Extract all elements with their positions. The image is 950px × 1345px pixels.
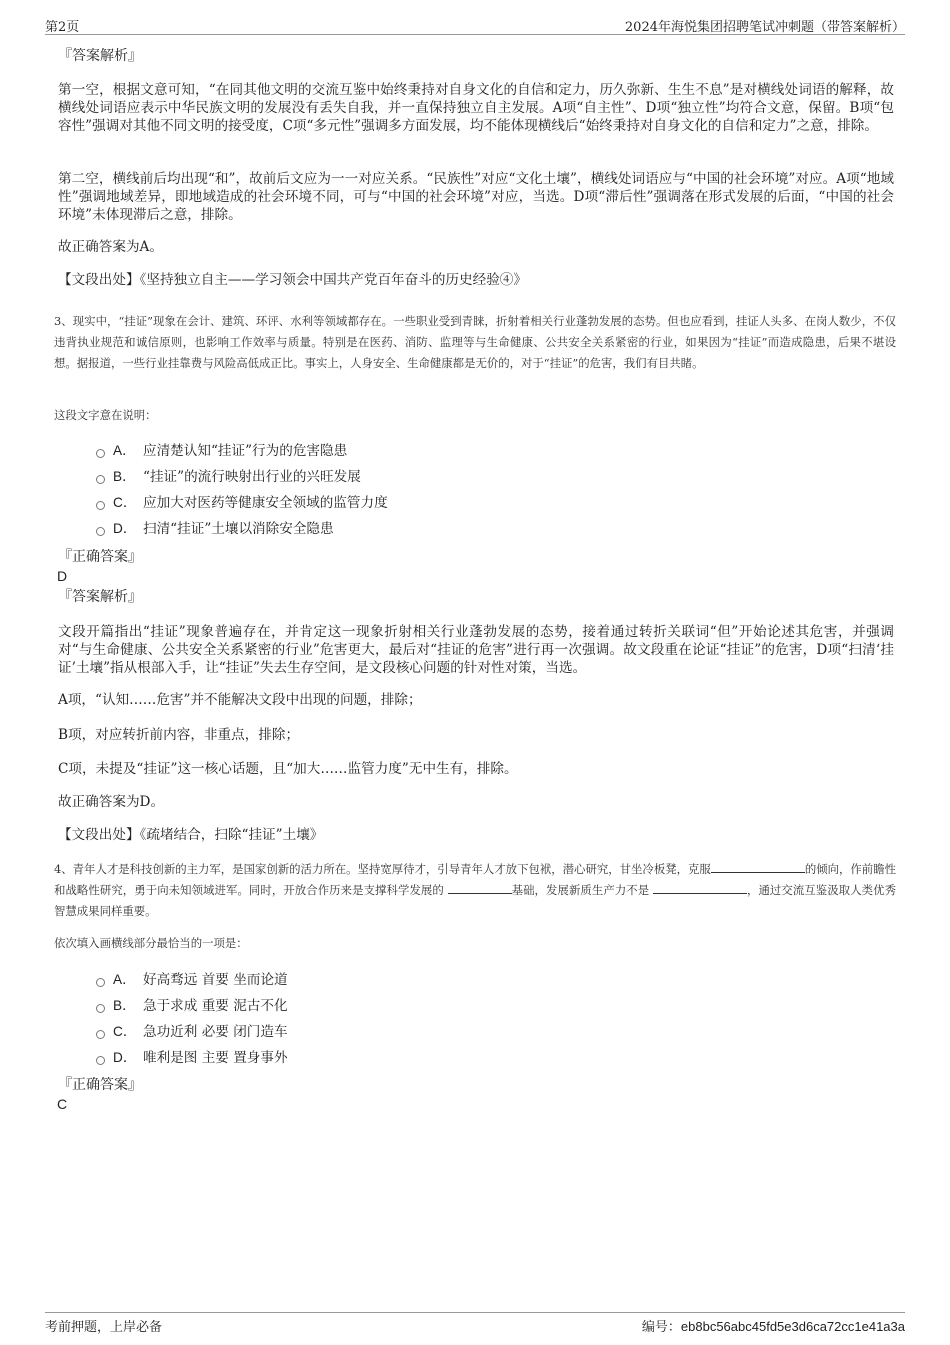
q4-prompt: 依次填入画横线部分最恰当的一项是： (54, 936, 248, 950)
option-letter: B． (113, 469, 136, 484)
q3-prompt: 这段文字意在说明： (54, 408, 157, 422)
q4-text-part-1: 4、青年人才是科技创新的主力军，是国家创新的活力所在。坚持宽厚待才，引导青年人才放下包袱，潜心研究，甘坐冷板凳，克服 (54, 862, 711, 876)
option-text: 扫清“挂证”土壤以消除安全隐患 (143, 521, 334, 537)
radio-icon[interactable] (96, 475, 105, 484)
radio-icon[interactable] (96, 978, 105, 987)
q4-answer-label: 『正确答案』 (58, 1077, 142, 1093)
option-letter: A． (113, 443, 136, 458)
q3-analysis-option-b: B项，对应转折前内容，非重点，排除； (58, 727, 300, 743)
footer-slogan: 考前押题，上岸必备 (45, 1320, 163, 1335)
page-header (45, 14, 905, 35)
q3-analysis-option-a: A项，“认知……危害”并不能解决文段中出现的问题，排除； (58, 692, 422, 708)
option-text: 好高骛远 首要 坐而论道 (143, 972, 288, 988)
q4-text-part-2: 的倾向，作前瞻性和战略性研究，勇于向未知领域进军。同时，开放合作历来是支撑科学发展的 (54, 862, 896, 897)
option-text: 应加大对医药等健康安全领域的监管力度 (143, 495, 388, 511)
q3-analysis-paragraph-1: 文段开篇指出“挂证”现象普遍存在，并肯定这一现象折射相关行业蓬勃发展的态势，接着通过转折关联词“但”开始论述其危害，并强调对“与生命健康、公共安全关系紧密的行业”危害更大，最后对“挂证的危害”进行再一次强调。故文段重在论证“挂证”的危害，D项“扫清‘挂证’土壤”指从根部入手，让“挂证”失去生存空间，是文段核心问题的针对性对策，当选。 (58, 624, 894, 676)
option-text: “挂证”的流行映射出行业的兴旺发展 (143, 469, 361, 485)
option-text: 唯利是图 主要 置身事外 (143, 1050, 288, 1066)
q4-blank-3 (653, 881, 747, 894)
document-code (642, 1316, 905, 1335)
q3-option-d[interactable] (96, 519, 334, 539)
q2-conclusion: 故正确答案为A。 (58, 239, 163, 255)
q3-analysis-option-c: C项，未提及“挂证”这一核心话题，且“加大……监管力度”无中生有，排除。 (58, 761, 518, 777)
option-letter: C． (113, 495, 137, 510)
option-text: 急功近利 必要 闭门造车 (143, 1024, 288, 1040)
q3-analysis-label: 『答案解析』 (58, 589, 142, 605)
option-letter: B． (113, 998, 136, 1013)
option-letter: D． (113, 521, 137, 536)
option-letter: D． (113, 1050, 137, 1065)
q2-source: 【文段出处】《坚持独立自主——学习领会中国共产党百年奋斗的历史经验④》 (58, 272, 527, 288)
q4-text-part-4: ，通过交流互鉴汲取人类优秀智慧成果同样重要。 (54, 883, 896, 918)
code-label: 编号： (641, 1320, 681, 1335)
q4-answer: C (57, 1096, 68, 1112)
q2-analysis-paragraph-2: 第二空，横线前后均出现“和”，故前后文应为一一对应关系。“民族性”对应“文化土壤”，横线处词语应与“中国的社会环境”对应。A项“地域性”强调地域差异，即地域造成的社会环境不同，可与“中国的社会环境”对应，当选。D项“滞后性”强调落在形式发展的后面，“中国的社会环境”未体现滞后之意，排除。 (58, 171, 894, 223)
radio-icon[interactable] (96, 501, 105, 510)
q3-option-b[interactable] (96, 467, 361, 487)
q3-source: 【文段出处】《疏堵结合，扫除“挂证”土壤》 (58, 827, 324, 843)
q2-analysis-paragraph-1: 第一空，根据文意可知，“在同其他文明的交流互鉴中始终秉持对自身文化的自信和定力，历久弥新、生生不息”是对横线处词语的解释，故横线处词语应表示中华民族文明的发展没有丢失自我，并一直保持独立自主发展。A项“自主性”、D项“独立性”均符合文意，保留。B项“包容性”强调对其他不同文明的接受度，C项“多元性”强调多方面发展，均不能体现横线后“始终秉持对自身文化的自信和定力”之意，排除。 (58, 82, 894, 134)
q3-conclusion: 故正确答案为D。 (58, 794, 165, 810)
document-title: 2024年海悦集团招聘笔试冲刺题（带答案解析） (624, 20, 905, 35)
q3-option-c[interactable] (96, 493, 388, 513)
q3-answer-label: 『正确答案』 (58, 549, 142, 565)
radio-icon[interactable] (96, 1056, 105, 1065)
option-text: 急于求成 重要 泥古不化 (143, 998, 288, 1014)
q3-question-text: 3、现实中，“挂证”现象在会计、建筑、环评、水利等领域都存在。一些职业受到青睐，折射着相关行业蓬勃发展的态势。但也应看到，挂证人头多、在岗人数少，不仅违背执业规范和诚信原则，也影响工作效率与质量。特别是在医药、消防、监理等与生命健康、公共安全关系紧密的行业，如果因为“挂证”而造成隐患，后果不堪设想。据报道，一些行业挂靠费与风险高低成正比。事实上，人身安全、生命健康都是无价的，对于“挂证”的危害，我们有目共睹。 (54, 314, 896, 370)
q4-option-b[interactable] (96, 996, 288, 1016)
q4-option-d[interactable] (96, 1048, 288, 1068)
q4-option-c[interactable] (96, 1022, 288, 1042)
page-footer (45, 1312, 905, 1335)
option-letter: A． (113, 972, 136, 987)
page-number: 第2页 (45, 20, 80, 35)
q4-question-text (54, 859, 896, 922)
code-value: eb8bc56abc45fd5e3d6ca72cc1e41a3a (680, 1319, 905, 1334)
q3-option-a[interactable] (96, 441, 347, 461)
q2-analysis-label: 『答案解析』 (58, 48, 142, 64)
q4-blank-2 (448, 881, 512, 894)
q4-blank-1 (711, 860, 805, 873)
q4-text-part-3: 基础，发展新质生产力不是 (511, 883, 650, 897)
q4-option-a[interactable] (96, 970, 288, 990)
radio-icon[interactable] (96, 527, 105, 536)
option-letter: C． (113, 1024, 137, 1039)
radio-icon[interactable] (96, 449, 105, 458)
option-text: 应清楚认知“挂证”行为的危害隐患 (143, 443, 348, 459)
radio-icon[interactable] (96, 1004, 105, 1013)
radio-icon[interactable] (96, 1030, 105, 1039)
q3-answer: D (57, 568, 68, 584)
